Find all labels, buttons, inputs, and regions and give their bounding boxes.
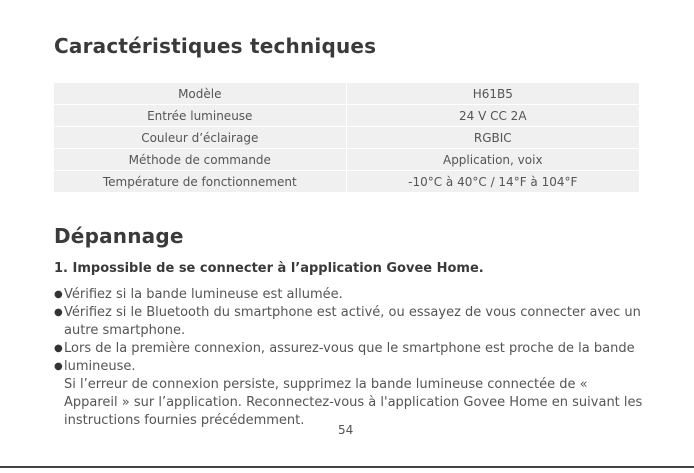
list-item	[54, 304, 644, 340]
table-row	[54, 171, 639, 192]
issue-heading: 1. Impossible de se connecter à l’application Govee Home.	[54, 261, 484, 276]
list-item-text: Lors de la première connexion, assurez-vous que le smartphone est proche de la bande	[64, 341, 635, 356]
troubleshooting-heading: Dépannage	[54, 224, 184, 248]
list-item	[54, 358, 644, 376]
troubleshooting-note: Si l’erreur de connexion persiste, supprimez la bande lumineuse connectée de « Appareil » sur l’application. Reconnectez-vous à l'application Govee Home en suivant les instructions fournies précédemment.	[64, 377, 643, 428]
list-item-text: lumineuse.	[64, 359, 136, 374]
table-row	[54, 149, 639, 170]
list-item	[54, 340, 644, 358]
list-item	[54, 286, 644, 304]
table-row	[54, 127, 639, 148]
specs-heading: Caractéristiques techniques	[54, 34, 377, 58]
spec-value: -10°C à 40°C / 14°F à 104°F	[347, 171, 639, 192]
spec-label: Modèle	[54, 83, 347, 104]
table-row	[54, 105, 639, 126]
spec-label: Couleur d’éclairage	[54, 127, 347, 148]
specs-table	[54, 82, 639, 193]
spec-label: Température de fonctionnement	[54, 171, 347, 192]
spec-value: H61B5	[347, 83, 639, 104]
table-row	[54, 83, 639, 104]
page-number: 54	[338, 423, 354, 437]
bullet-icon: ●	[54, 289, 63, 300]
spec-label: Entrée lumineuse	[54, 105, 347, 126]
bullet-icon: ●	[54, 343, 63, 354]
spec-value: RGBIC	[347, 127, 639, 148]
troubleshooting-list	[54, 286, 644, 376]
list-item-text: Vérifiez si la bande lumineuse est allumée.	[64, 287, 343, 302]
spec-value: Application, voix	[347, 149, 639, 170]
spec-value: 24 V CC 2A	[347, 105, 639, 126]
bottom-divider	[0, 466, 694, 468]
spec-label: Méthode de commande	[54, 149, 347, 170]
bullet-icon: ●	[54, 307, 63, 318]
bullet-icon: ●	[54, 361, 63, 372]
list-item-text: Vérifiez si le Bluetooth du smartphone est activé, ou essayez de vous connecter avec un autre smartphone.	[64, 305, 641, 338]
